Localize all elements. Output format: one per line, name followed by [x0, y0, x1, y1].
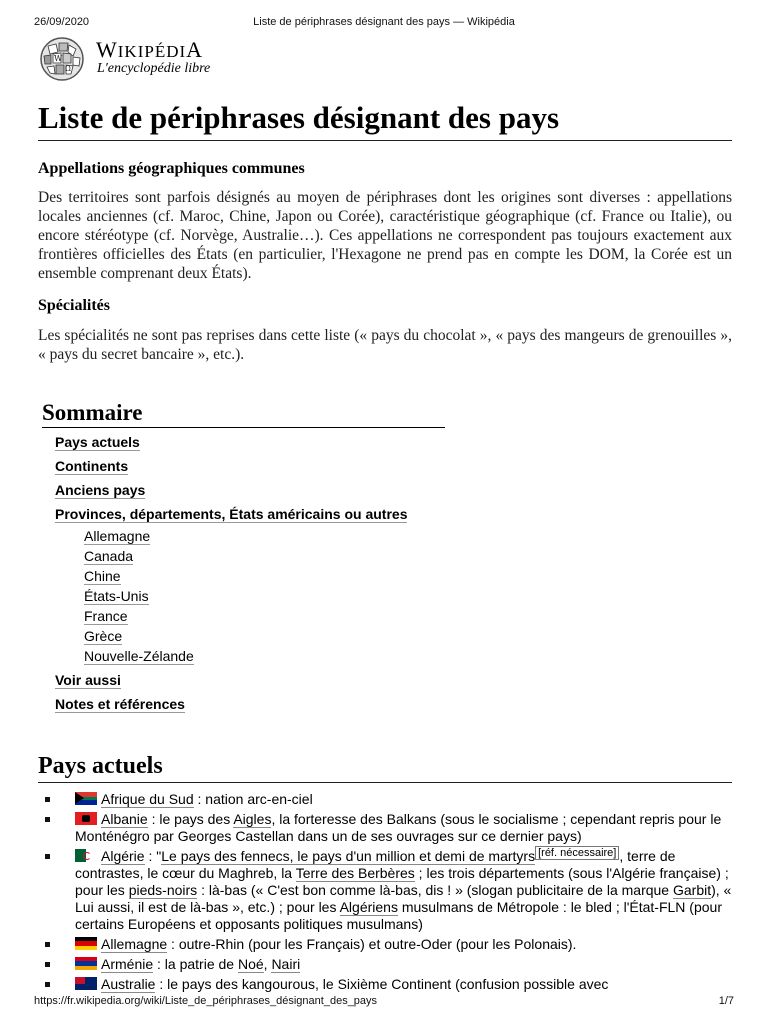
toc-list [42, 430, 445, 716]
print-url[interactable]: https://fr.wikipedia.org/wiki/Liste_de_périphrases_désignant_des_pays [34, 995, 378, 1007]
link-albanie[interactable]: Albanie [101, 811, 148, 827]
link-pays-des-fennecs[interactable]: Le pays des fennecs, le pays d'un million et demi de martyrs [161, 848, 536, 864]
country-list [38, 791, 732, 993]
toc-subitem [84, 626, 445, 646]
entry-text: : le pays des kangourous, le Sixième Continent (confusion possible avec [155, 976, 609, 992]
entry-text: , [263, 956, 272, 972]
toc-title: Sommaire [42, 399, 445, 428]
wikipedia-tagline: L'encyclopédie libre [97, 61, 211, 76]
entry-text: ), « Lui aussi, il est de là-bas », etc.) ; pour les [75, 882, 732, 915]
ref-needed-badge[interactable]: [réf. nécessaire] [535, 846, 619, 860]
toc-item [55, 668, 445, 692]
entry-text: : là-bas (« C'est bon comme là-bas, dis ! » (slogan publicitaire de la marque [197, 882, 673, 898]
list-item-allemagne [38, 936, 732, 953]
svg-text:Ω: Ω [65, 65, 71, 73]
toc-link-notes[interactable]: Notes et références [55, 696, 185, 712]
wordmark-a: A [186, 37, 204, 62]
heading-specialites: Spécialités [38, 297, 110, 314]
toc-link-anciens-pays[interactable]: Anciens pays [55, 482, 146, 498]
entry-text: musulmans de Métropole : le bled ; l'État-FLN (pour certains Européens et opposants politiques musulmans) [75, 899, 722, 932]
toc-link-pays-actuels[interactable]: Pays actuels [55, 434, 140, 450]
paragraph-specialites: Les spécialités ne sont pas reprises dans cette liste (« pays du chocolat », « pays des mangeurs de grenouilles », « pays du secret bancaire », etc.). [38, 327, 732, 363]
flag-armenia-icon [75, 957, 97, 970]
wikipedia-wordmark [96, 37, 203, 63]
article-content [38, 96, 732, 996]
toc-subitem [84, 546, 445, 566]
wordmark-middle: IKIPÉDI [117, 42, 187, 61]
toc-item [55, 454, 445, 478]
flag-australia-icon [75, 977, 97, 990]
toc-subitem [84, 646, 445, 666]
toc-link-grece[interactable]: Grèce [84, 628, 123, 644]
list-item-afrique-du-sud [38, 791, 732, 808]
toc-item [55, 502, 445, 666]
list-item-albanie [38, 811, 732, 845]
link-nairi[interactable]: Nairi [271, 956, 301, 972]
flag-germany-icon [75, 937, 97, 950]
print-header [34, 16, 734, 30]
print-title: Liste de périphrases désignant des pays — Wikipédia [253, 16, 515, 28]
toc-item [55, 692, 445, 716]
entry-text: , la forteresse des Balkans (sous le socialisme ; cependant repris pour le Monténégro par Georges Castellan dans un de ses ouvrages sur ce dernier pays) [75, 811, 722, 844]
flag-algeria-icon [75, 849, 97, 862]
link-terre-des-berberes[interactable]: Terre des Berbères [295, 865, 415, 881]
toc-link-nouvelle-zelande[interactable]: Nouvelle-Zélande [84, 648, 194, 664]
toc-subitem [84, 606, 445, 626]
link-algeriens[interactable]: Algériens [339, 899, 398, 915]
toc-link-france[interactable]: France [84, 608, 128, 624]
toc-link-continents[interactable]: Continents [55, 458, 129, 474]
link-noe[interactable]: Noé [237, 956, 264, 972]
heading-appellations: Appellations géographiques communes [38, 160, 305, 177]
wikipedia-globe-icon [38, 36, 86, 82]
toc-link-canada[interactable]: Canada [84, 548, 134, 564]
toc-sublist [55, 526, 445, 666]
entry-text: , terre de contrastes, le cœur du Maghreb, la [75, 848, 676, 881]
link-armenie[interactable]: Arménie [101, 956, 154, 972]
list-item-armenie [38, 956, 732, 973]
entry-text: ; les trois départements (sous l'Algérie française) ; pour les [75, 865, 729, 898]
list-item-australie [38, 976, 732, 993]
entry-text: : le pays des [147, 811, 234, 827]
flag-south-africa-icon [75, 792, 97, 805]
toc-subitem [84, 566, 445, 586]
entry-text: : la patrie de [153, 956, 238, 972]
list-item-algerie [38, 848, 732, 933]
link-allemagne[interactable]: Allemagne [101, 936, 168, 952]
entry-text: : " [144, 848, 162, 864]
print-date: 26/09/2020 [34, 16, 90, 28]
toc-item [55, 430, 445, 454]
toc-subitem [84, 586, 445, 606]
toc-link-voir-aussi[interactable]: Voir aussi [55, 672, 121, 688]
link-algerie[interactable]: Algérie [101, 848, 145, 864]
paragraph-appellations: Des territoires sont parfois désignés au moyen de périphrases dont les origines sont diverses : appellations locales anciennes (cf. Maroc, Chine, Japon ou Corée), caractéristique géographique (cf. France ou Italie), ou encore stéréotype (cf. Norvège, Australie…). Ces appellations ne correspondent pas toujours exactement aux frontières officielles des États (en particulier, l'Hexagone ne prend pas en compte les DOM, la Corée est un ensemble comprenant deux États). [38, 189, 732, 282]
toc-item [55, 478, 445, 502]
svg-text:W: W [54, 54, 63, 63]
section-title-pays-actuels: Pays actuels [38, 750, 732, 783]
toc-link-provinces[interactable]: Provinces, départements, États américains ou autres [55, 506, 408, 522]
entry-text: : nation arc-en-ciel [193, 791, 313, 807]
link-garbit[interactable]: Garbit [672, 882, 712, 898]
link-aigles[interactable]: Aigles [233, 811, 272, 827]
link-pieds-noirs[interactable]: pieds-noirs [128, 882, 198, 898]
wordmark-w: W [96, 37, 118, 62]
table-of-contents [42, 399, 445, 716]
link-australie[interactable]: Australie [101, 976, 156, 992]
link-afrique-du-sud[interactable]: Afrique du Sud [101, 791, 194, 807]
print-footer [34, 995, 734, 1009]
page-number: 1/7 [718, 995, 734, 1007]
toc-subitem [84, 526, 445, 546]
page-title: Liste de périphrases désignant des pays [38, 96, 732, 141]
toc-link-allemagne[interactable]: Allemagne [84, 528, 151, 544]
entry-text: : outre-Rhin (pour les Français) et outre-Oder (pour les Polonais). [167, 936, 577, 952]
toc-link-etats-unis[interactable]: États-Unis [84, 588, 149, 604]
flag-albania-icon [75, 812, 97, 825]
toc-link-chine[interactable]: Chine [84, 568, 121, 584]
